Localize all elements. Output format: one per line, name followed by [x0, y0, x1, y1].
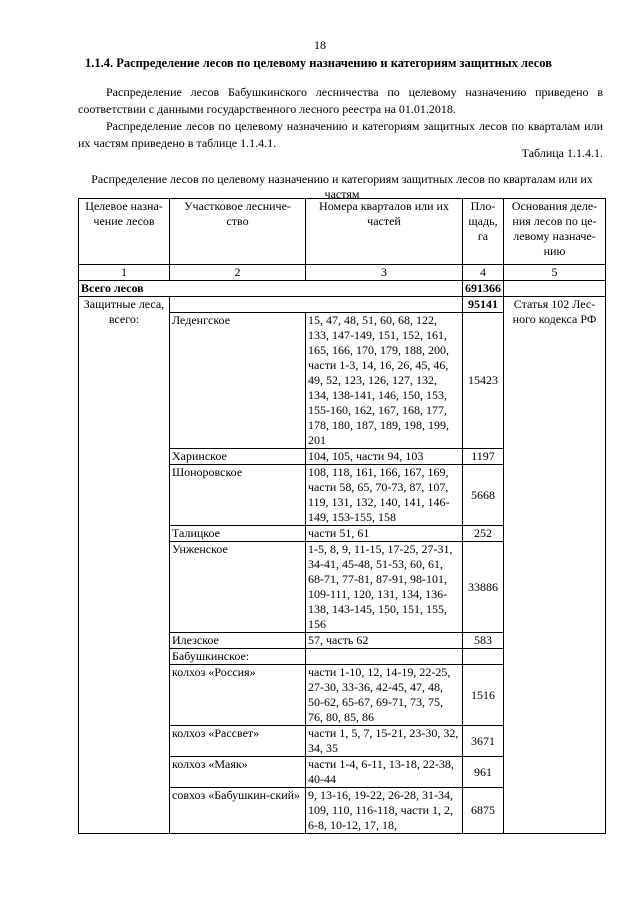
total-label: Всего лесов [79, 281, 463, 297]
table-number: Таблица 1.1.4.1. [521, 146, 603, 160]
district-area: 5668 [463, 465, 504, 526]
col-header-quarters: Номера кварталов или их частей [306, 199, 463, 265]
col-header-district: Участковое лесниче- ство [170, 199, 306, 265]
col-header-basis: Основания деле- ния лесов по це- левому назначе- нию [504, 199, 606, 265]
district-area: 1516 [463, 665, 504, 726]
quarter-numbers: 15, 47, 48, 51, 60, 68, 122, 133, 147-149, 151, 152, 161, 165, 166, 170, 179, 188, 200, части 1-3, 14, 16, 26, 45, 46, 49, 52, 123, 126, 127, 132, 134, 138-141, 146, 150, 153, 155-160, 162, 167, 168, 177, 178, 180, 187, 189, 198, 199, 201 [306, 313, 463, 449]
district-name: колхоз «Россия» [170, 665, 306, 726]
total-area: 691366 [463, 281, 504, 297]
protective-empty [170, 297, 463, 313]
district-area: 15423 [463, 313, 504, 449]
district-area: 33886 [463, 542, 504, 633]
page-number: 18 [314, 38, 326, 52]
district-name: Шоноровское [170, 465, 306, 526]
quarter-numbers: 9, 13-16, 19-22, 26-28, 31-34, 109, 110, 116-118, части 1, 2, 6-8, 10-12, 17, 18, [306, 788, 463, 834]
district-area: 1197 [463, 449, 504, 465]
col-header-purpose: Целевое назна- чение лесов [79, 199, 170, 265]
district-name: Бабушкинское: [170, 649, 306, 665]
col-number: 3 [306, 265, 463, 281]
quarter-numbers: части 1-4, 6-11, 13-18, 22-38, 40-44 [306, 757, 463, 788]
col-number: 5 [504, 265, 606, 281]
col-header-area: Пло- щадь, га [463, 199, 504, 265]
table-header-row [79, 199, 606, 265]
quarter-numbers: 1-5, 8, 9, 11-15, 17-25, 27-31, 34-41, 45-48, 51-53, 60, 61, 68-71, 77-81, 87-91, 98-101, 109-111, 120, 131, 134, 136-138, 143-145, 150, 151, 155, 156 [306, 542, 463, 633]
district-name: Илезское [170, 633, 306, 649]
column-numbers-row [79, 265, 606, 281]
district-name: колхоз «Рассвет» [170, 726, 306, 757]
table-caption: Распределение лесов по целевому назначению и категориям защитных лесов по кварталам или их частям [91, 172, 593, 201]
district-area [463, 649, 504, 665]
col-number: 1 [79, 265, 170, 281]
quarter-numbers: 108, 118, 161, 166, 167, 169, части 58, 65, 70-73, 87, 107, 119, 131, 132, 140, 141, 146-149, 153-155, 158 [306, 465, 463, 526]
protective-area: 95141 [463, 297, 504, 313]
district-name: Харинское [170, 449, 306, 465]
table-row [79, 297, 606, 313]
district-area: 6875 [463, 788, 504, 834]
district-name: Леденгское [170, 313, 306, 449]
quarter-numbers: части 1, 5, 7, 15-21, 23-30, 32, 34, 35 [306, 726, 463, 757]
col-number: 4 [463, 265, 504, 281]
protective-basis: Статья 102 Лес- ного кодекса РФ [504, 297, 606, 834]
quarter-numbers: части 51, 61 [306, 526, 463, 542]
district-area: 252 [463, 526, 504, 542]
quarter-numbers: 104, 105, части 94, 103 [306, 449, 463, 465]
forest-distribution-table [78, 198, 606, 834]
district-name: Талицкое [170, 526, 306, 542]
col-number: 2 [170, 265, 306, 281]
paragraph-1: Распределение лесов Бабушкинского лесничества по целевому назначению приведено в соответствии с данными государственного лесного реестра на 01.01.2018. [78, 85, 603, 116]
district-area: 583 [463, 633, 504, 649]
quarter-numbers [306, 649, 463, 665]
district-area: 3671 [463, 726, 504, 757]
quarter-numbers: 57, часть 62 [306, 633, 463, 649]
protective-label: Защитные леса, всего: [79, 297, 170, 834]
paragraph-2: Распределение лесов по целевому назначению и категориям защитных лесов по кварталам или их частям приведено в таблице 1.1.4.1. [78, 119, 603, 150]
quarter-numbers: части 1-10, 12, 14-19, 22-25, 27-30, 33-36, 42-45, 47, 48, 50-62, 65-67, 69-71, 73, 75, 76, 80, 85, 86 [306, 665, 463, 726]
section-heading: 1.1.4. Распределение лесов по целевому назначению и категориям защитных лесов [85, 56, 552, 70]
district-name: совхоз «Бабушкин-ский» [170, 788, 306, 834]
district-name: колхоз «Маяк» [170, 757, 306, 788]
total-basis [504, 281, 606, 297]
district-name: Унженское [170, 542, 306, 633]
district-area: 961 [463, 757, 504, 788]
total-row [79, 281, 606, 297]
